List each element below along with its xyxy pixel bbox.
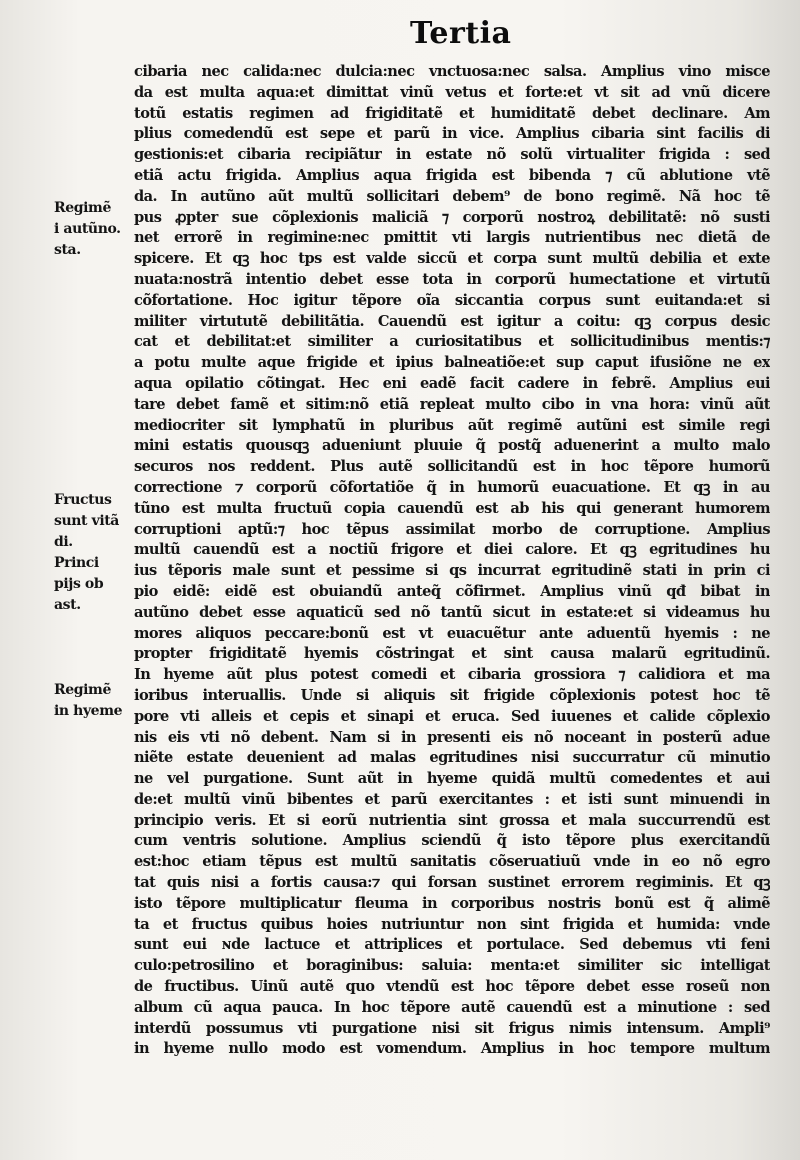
margin-note-line: in hyeme: [54, 702, 123, 719]
text-line: in hyeme nullo modo est vomendum. Amplius in hoc tempore multum: [134, 1040, 770, 1058]
text-line: a potu multe aque frigide et ipius balneatiõe:et sup caput ifusiõne ne ex: [134, 354, 770, 372]
text-line: plius comedendũ est sepe et parũ in vice. Amplius cibaria sint facilis di: [134, 125, 770, 143]
text-line: ius tẽporis male sunt et pessime si qs incurrat egritudinẽ stati in prin ci: [134, 562, 770, 580]
margin-note-line: di.: [54, 533, 73, 550]
running-head: Tertia: [410, 16, 512, 51]
text-line: mediocriter sit lymphatũ in pluribus aũt regimẽ autũni est simile regi: [134, 416, 770, 434]
text-line: isto tẽpore multiplicatur fleuma in corporibus nostris bonũ est q̃ alimẽ: [134, 894, 770, 912]
margin-note-line: pijs ob: [54, 575, 104, 592]
text-line: tũno est multa fructuũ copia cauendũ est ab his qui generant humorem: [134, 499, 770, 517]
text-line: interdũ possumus vti purgatione nisi sit frigus nimis intensum. Ampli⁹: [134, 1019, 770, 1037]
margin-note-line: Princi: [54, 555, 99, 571]
text-line: cibaria nec calida:nec dulcia:nec vnctuosa:nec salsa. Amplius vino misce: [134, 63, 770, 80]
text-line: est:hoc etiam tẽpus est multũ sanitatis cõseruatiuũ vnde in eo nõ egro: [134, 853, 770, 871]
text-line: mini estatis quousqꝫ adueniunt pluuie q̃ postq̃ aduenerint a multo malo: [134, 437, 770, 455]
text-line: propter frigiditatẽ hyemis cõstringat et sint causa malarũ egritudinũ.: [134, 645, 770, 663]
text-line: pio eidẽ: eidẽ est obuiandũ anteq̃ cõfirmet. Amplius vinũ qđ bibat in: [134, 582, 770, 600]
text-line: pus ꝓpter sue cõplexionis maliciã ⁊ corporũ nostroꝝ debilitatẽ: nõ susti: [134, 208, 770, 226]
text-line: ne vel purgatione. Sunt aũt in hyeme quidã multũ comedentes et aui: [134, 770, 770, 788]
text-line: pore vti alleis et cepis et sinapi et eruca. Sed iuuenes et calide cõplexio: [134, 707, 770, 725]
text-line: mores aliquos peccare:bonũ est vt euacuẽtur ante aduentũ hyemis : ne: [134, 624, 770, 642]
text-line: de fructibus. Uinũ autẽ quo vtendũ est hoc tẽpore debet esse roseũ non: [134, 978, 770, 996]
margin-note-line: Fructus: [54, 492, 112, 508]
margin-note-line: ast.: [54, 596, 81, 613]
text-line: securos nos reddent. Plus autẽ sollicitandũ est in hoc tẽpore humorũ: [134, 458, 770, 476]
text-line: cat et debilitat:et similiter a curiositatibus et sollicitudinibus mentis:⁊: [134, 333, 770, 351]
body-text: [134, 62, 770, 1060]
text-line: correctione ⁊ corporũ cõfortatiõe q̃ in humorũ euacuatione. Et qꝫ in au: [134, 478, 770, 496]
text-line: In hyeme aũt plus potest comedi et cibaria grossiora ⁊ calidiora et ma: [134, 666, 770, 684]
text-line: tat quis nisi a fortis causa:⁊ qui forsan sustinet errorem regiminis. Et qꝫ: [134, 874, 770, 892]
margin-note-line: Regimẽ: [54, 682, 111, 698]
text-line: de:et multũ vinũ bibentes et parũ exercitantes : et isti sunt minuendi in: [134, 790, 770, 808]
margin-note-line: i autũno.: [54, 220, 121, 237]
text-line: niẽte estate deuenient ad malas egritudines nisi succurratur cũ minutio: [134, 749, 770, 767]
text-line: cum ventris solutione. Amplius sciendũ q̃ isto tẽpore plus exercitandũ: [134, 832, 770, 850]
text-line: aqua opilatio cõtingat. Hec eni eadẽ facit cadere in febrẽ. Amplius eui: [134, 374, 770, 392]
text-line: sunt eui ɴde lactuce et attriplices et portulace. Sed debemus vti feni: [134, 936, 770, 954]
text-line: cõfortatione. Hoc igitur tẽpore oĩa siccantia corpus sunt euitanda:et si: [134, 291, 770, 309]
text-line: spicere. Et qꝫ hoc tps est valde siccũ et corpa sunt multũ debilia et exte: [134, 250, 770, 268]
text-line: gestionis:et cibaria recipiãtur in estate nõ solũ virtualiter frigida : sed: [134, 146, 770, 164]
margin-note-line: sta.: [54, 241, 81, 258]
margin-note-regimen-autumn: [54, 198, 138, 260]
text-line: multũ cauendũ est a noctiũ frigore et diei calore. Et qꝫ egritudines hu: [134, 541, 770, 559]
text-line: corruptioni aptũ:⁊ hoc tẽpus assimilat morbo de corruptione. Amplius: [134, 520, 770, 538]
text-line: totũ estatis regimen ad frigiditatẽ et humiditatẽ debet declinare. Am: [134, 104, 770, 122]
text-line: etiã actu frigida. Amplius aqua frigida est bibenda ⁊ cũ ablutione vtẽ: [134, 166, 770, 184]
margin-note-line: sunt vitã: [54, 512, 119, 529]
margin-note-fructus: [54, 490, 138, 552]
margin-note-regimen-winter: [54, 680, 138, 722]
text-line: principio veris. Et si eorũ nutrientia sint grossa et mala succurrendũ est: [134, 811, 770, 829]
text-line: militer virtututẽ debilitãtia. Cauendũ est igitur a coitu: qꝫ corpus desic: [134, 312, 770, 330]
text-line: culo:petrosilino et boraginibus: saluia: menta:et similiter sic intelligat: [134, 957, 770, 975]
text-line: da. In autũno aũt multũ sollicitari debem⁹ de bono regimẽ. Nã hoc tẽ: [134, 187, 770, 205]
text-line: tare debet famẽ et sitim:nõ etiã repleat multo cibo in vna hora: vinũ aũt: [134, 395, 770, 413]
margin-note-principiis: [54, 553, 138, 615]
text-line: ta et fructus quibus hoies nutriuntur non sint frigida et humida: vnde: [134, 915, 770, 933]
margin-note-line: Regimẽ: [54, 200, 111, 216]
text-line: nuata:nostrã intentio debet esse tota in corporũ humectatione et virtutũ: [134, 270, 770, 288]
text-line: nis eis vti nõ debent. Nam si in presenti eis nõ noceant in posterũ adue: [134, 728, 770, 746]
text-line: album cũ aqua pauca. In hoc tẽpore autẽ cauendũ est a minutione : sed: [134, 998, 770, 1016]
text-line: da est multa aqua:et dimittat vinũ vetus et forte:et vt sit ad vnũ dicere: [134, 83, 770, 101]
text-line: net errorẽ in regimine:nec pmittit vti largis nutrientibus nec dietã de: [134, 229, 770, 247]
text-line: autũno debet esse aquaticũ sed nõ tantũ sicut in estate:et si videamus hu: [134, 603, 770, 621]
text-line: ioribus interuallis. Unde si aliquis sit frigide cõplexionis potest hoc tẽ: [134, 686, 770, 704]
